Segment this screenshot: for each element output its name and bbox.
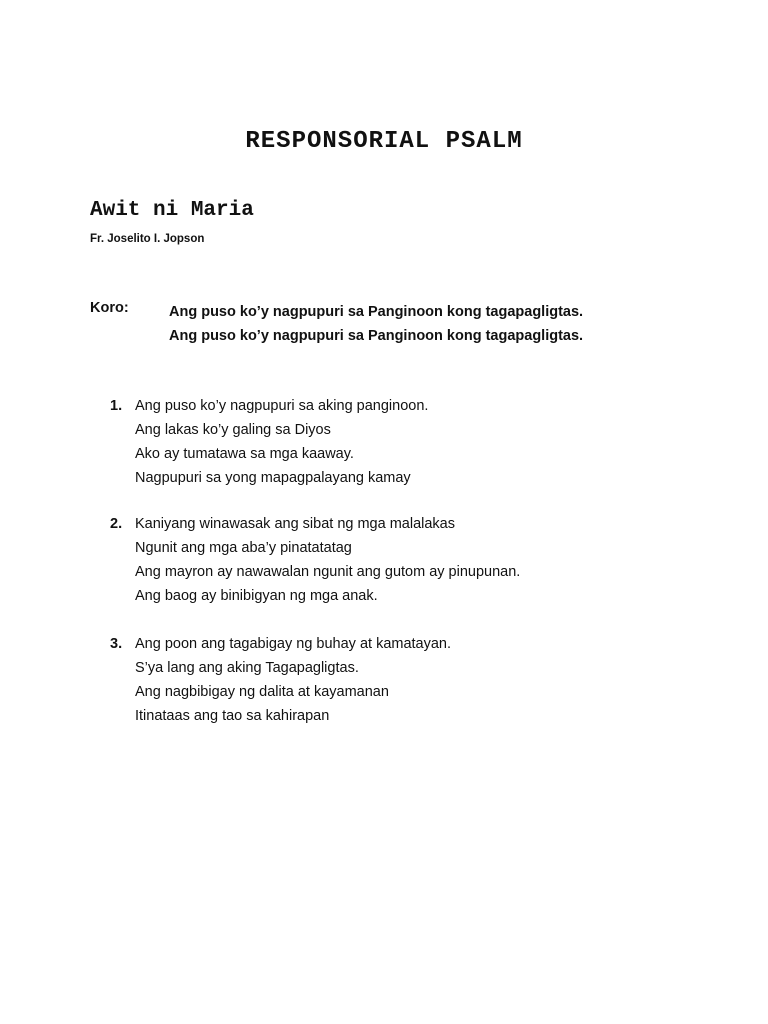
verse-line: Ang puso ko’y nagpupuri sa aking panginoon.	[135, 398, 429, 414]
verse-number: 3.	[110, 636, 123, 652]
verse-line: Ang nagbibigay ng dalita at kayamanan	[135, 684, 389, 700]
verse-lines	[135, 632, 451, 728]
refrain-line: Ang puso ko’y nagpupuri sa Panginoon kong tagapagligtas.	[169, 328, 584, 344]
verse-line: Ako ay tumatawa sa mga kaaway.	[135, 446, 354, 462]
song-title: Awit ni Maria	[90, 199, 254, 222]
verse-line: Ang mayron ay nawawalan ngunit ang gutom ay pinupunan.	[135, 564, 521, 580]
verse-line: Ang lakas ko’y galing sa Diyos	[135, 422, 331, 438]
verse-line: Nagpupuri sa yong mapagpalayang kamay	[135, 470, 411, 486]
verse-number: 2.	[110, 516, 123, 532]
refrain-label: Koro:	[90, 300, 129, 316]
verse-number: 1.	[110, 398, 123, 414]
verse-line: Kaniyang winawasak ang sibat ng mga malalakas	[135, 516, 455, 532]
page-title: RESPONSORIAL PSALM	[245, 128, 523, 155]
verse-line: Itinataas ang tao sa kahirapan	[135, 708, 330, 724]
verse-line: S’ya lang ang aking Tagapagligtas.	[135, 660, 359, 676]
composer-name: Fr. Joselito I. Jopson	[90, 233, 205, 245]
refrain-lines	[169, 300, 583, 348]
verse-lines	[135, 512, 520, 608]
refrain-line: Ang puso ko’y nagpupuri sa Panginoon kong tagapagligtas.	[169, 304, 584, 320]
verse-line: Ang baog ay binibigyan ng mga anak.	[135, 588, 378, 604]
verse-line: Ngunit ang mga aba’y pinatatatag	[135, 540, 352, 556]
verse-lines	[135, 394, 428, 490]
verse-line: Ang poon ang tagabigay ng buhay at kamatayan.	[135, 636, 452, 652]
